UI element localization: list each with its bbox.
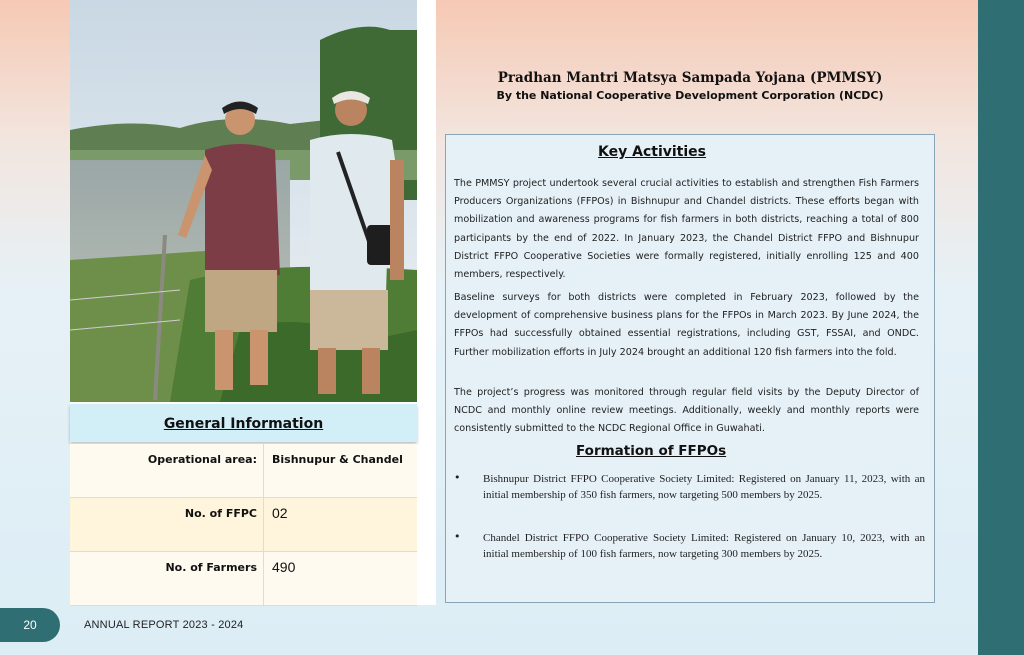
list-item-text: Chandel District FFPO Cooperative Society Limited: Registered on January 10, 2023, with an initial membership of 100 fish farmers, now targeting 300 members by 2025. [483,532,925,561]
key-activities-box [445,134,935,603]
photo-icon [70,0,417,402]
formation-heading: Formation of FFPOs [576,443,727,459]
list-item-text: Bishnupur District FFPO Cooperative Society Limited: Registered on January 11, 2023, with an initial membership of 350 fish farmers, now targeting 500 members by 2025. [483,473,925,502]
page-subtitle: By the National Cooperative Development Corporation (NCDC) [496,89,884,102]
page-number: 20 [23,618,37,632]
key-activities-paragraph: The PMMSY project undertook several crucial activities to establish and strengthen Fish Farmers Producers Organizations (FFPOs) in Bishnupur and Chandel districts. These efforts began with mobilization and awareness programs for fish farmers in both districts, reaching a total of 800 participants by the end of 2022. In January 2023, the Chandel District FFPO and Bishnupur District FFPO Cooperative Societies were formally registered, initially enrolling 125 and 400 members, respectively. [454,178,919,281]
info-label: No. of FFPC [184,507,257,520]
report-title: ANNUAL REPORT 2023 - 2024 [84,619,244,631]
key-activities-paragraph: Baseline surveys for both districts were completed in February 2023, followed by the development of comprehensive business plans for the FFPOs in March 2023. By June 2024, the FFPOs had successfully obtained essential registrations, including GST, FSSAI, and ONDC. Further mobilization efforts in July 2024 brought an additional 120 fish farmers into the fold. [454,292,919,358]
bullet-icon: • [454,530,461,543]
general-information-table [70,444,417,605]
info-row-no-of-ffpc [70,498,417,552]
info-row-no-of-farmers [70,552,417,606]
page-number-badge [0,608,60,642]
bullet-icon: • [454,471,461,484]
page-title-block [440,70,940,102]
info-value: 490 [272,559,296,575]
info-value: 02 [272,505,288,521]
info-label: No. of Farmers [165,561,257,574]
info-row-operational-area [70,444,417,498]
row-divider [263,498,264,551]
farmers-photo [70,0,417,402]
general-information-heading: General Information [163,416,324,432]
info-label: Operational area: [147,453,257,466]
general-information-header [70,404,417,442]
key-activities-paragraph: The project’s progress was monitored through regular field visits by the Deputy Director of NCDC and monthly online review meetings. Additionally, weekly and monthly reports were consistently submitted to the NCDC Regional Office in Guwahati. [454,387,919,435]
row-divider [263,444,264,497]
info-value: Bishnupur & Chandel [272,453,403,466]
row-divider [263,552,264,605]
right-edge-band [978,0,1024,655]
page-title: Pradhan Mantri Matsya Sampada Yojana (PMMSY) [497,70,883,86]
key-activities-heading: Key Activities [598,144,706,160]
